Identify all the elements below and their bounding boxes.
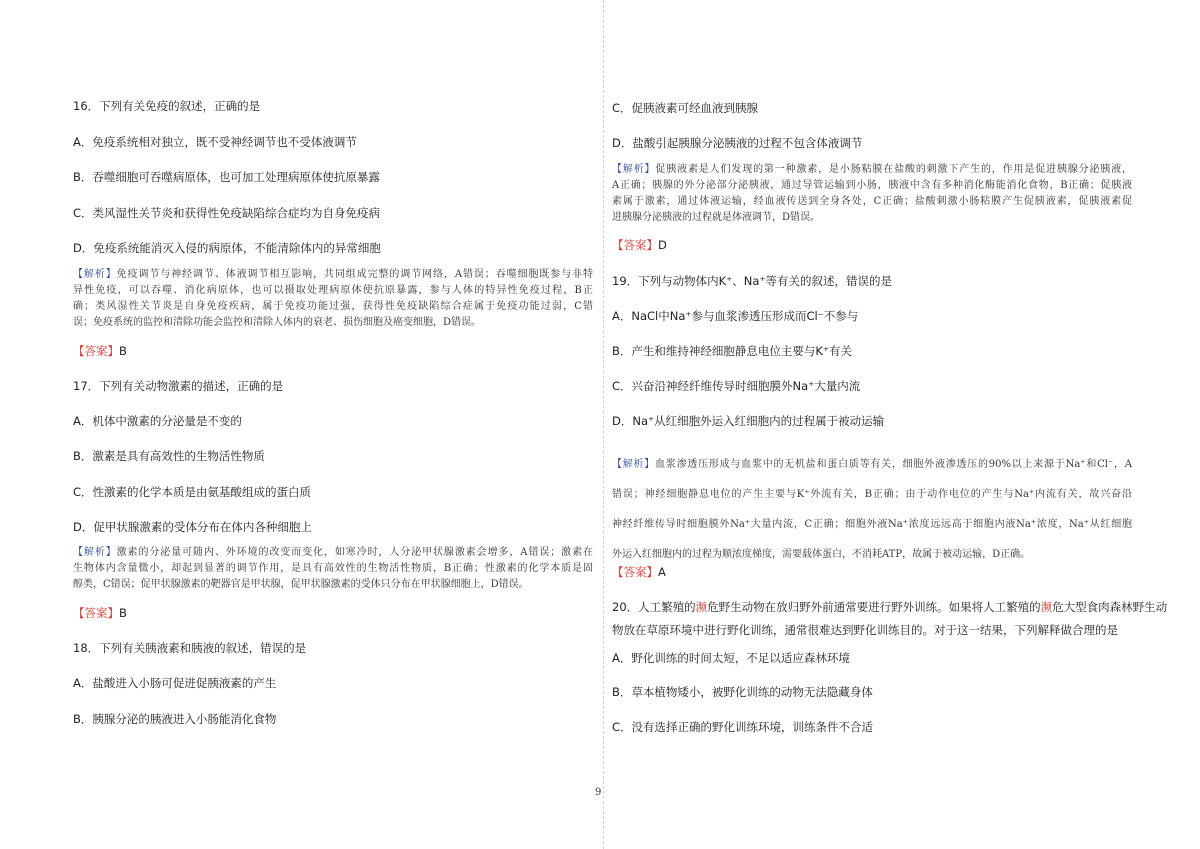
page-number: 9 [595, 787, 602, 798]
q19-option-c: C．兴奋沿神经纤维传导时细胞膜外Na⁺大量内流 [612, 379, 861, 393]
q19-explanation [612, 450, 1132, 570]
q16-explain-line-3: 确；类风湿性关节炎是自身免疫疾病，属于免疫功能过强，获得性免疫缺陷综合症属于免疫功能过弱，C错 [73, 301, 593, 312]
q20-stem-part-b: 危野生动物在放归野外前通常要进行野外训练。如果将人工繁殖的 [707, 600, 1041, 614]
q20-stem-red-char-2: 濒 [1040, 600, 1053, 614]
q20-option-a: A．野化训练的时间太短，不足以适应森林环境 [612, 651, 850, 665]
q18-option-a: A．盐酸进入小肠可促进促胰液素的产生 [73, 676, 277, 690]
q18-answer-tag: 【答案】 [612, 238, 658, 252]
q20-stem-line-2: 物放在草原环境中进行野化训练，通常很难达到野化训练目的。对于这一结果，下列解释做合理的是 [612, 623, 1118, 637]
q17-explain-line-3: 醇类，C错误；促甲状腺激素的靶器官是甲状腺，促甲状腺激素的受体只分布在甲状腺细胞上，D错误。 [73, 579, 529, 590]
q17-answer-value: B [119, 606, 127, 620]
q19-explain-tag: 【解析】 [612, 459, 656, 470]
q16-option-c: C．类风湿性关节炎和获得性免疫缺陷综合症均为自身免疫病 [73, 206, 381, 220]
q16-explain-line-1: 免疫调节与神经调节、体液调节相互影响，共同组成完整的调节网络，A错误；吞噬细胞既参与非特 [116, 269, 593, 280]
q18-stem: 18．下列有关胰液素和胰液的叙述，错误的是 [73, 641, 307, 655]
q19-explain-line-1: 血浆渗透压形成与血浆中的无机盐和蛋白质等有关，细胞外液渗透压的90%以上来源于Na⁺和Cl⁻，A [655, 459, 1132, 470]
q16-answer-tag: 【答案】 [73, 344, 119, 358]
q17-option-c: C．性激素的化学本质是由氨基酸组成的蛋白质 [73, 485, 312, 499]
q20-stem-part-c: 危大型食肉森林野生动 [1052, 600, 1168, 614]
q18-explain-line-1: 促胰液素是人们发现的第一种激素，是小肠粘膜在盐酸的刺激下产生的，作用是促进胰腺分泌胰液， [655, 164, 1133, 175]
q16-stem: 16．下列有关免疫的叙述，正确的是 [73, 99, 261, 113]
q18-explain-tag: 【解析】 [612, 164, 656, 175]
q16-explain-tag: 【解析】 [73, 269, 117, 280]
q18-explanation [612, 162, 1132, 226]
q18-option-d: D．盐酸引起胰腺分泌胰液的过程不包含体液调节 [612, 136, 863, 150]
q19-option-a: A．NaCl中Na⁺参与血浆渗透压形成而Cl⁻不参与 [612, 309, 859, 323]
q16-answer-value: B [119, 344, 127, 358]
q17-explain-line-1: 激素的分泌量可随内、外环境的改变而变化，如寒冷时，人分泌甲状腺激素会增多，A错误；激素在 [116, 547, 593, 558]
q18-option-b: B．胰腺分泌的胰液进入小肠能消化食物 [73, 712, 277, 726]
q19-answer [612, 564, 666, 580]
q16-explain-line-2: 异性免疫，可以吞噬、消化病原体，也可以摄取处理病原体使抗原暴露，参与人体的特异性免疫过程，B正 [73, 285, 593, 296]
q17-option-d: D．促甲状腺激素的受体分布在体内各种细胞上 [73, 520, 312, 534]
q18-explain-line-3: 素属于激素，通过体液运输，经血液传送到全身各处，C正确；盐酸刺激小肠粘膜产生促胰液素，促胰液素促 [612, 196, 1132, 207]
q18-explain-line-4: 进胰腺分泌胰液的过程就是体液调节，D错误。 [612, 212, 821, 223]
q20-option-c: C．没有选择正确的野化训练环境，训练条件不合适 [612, 720, 874, 734]
q19-option-d: D．Na⁺从红细胞外运入红细胞内的过程属于被动运输 [612, 414, 885, 428]
q17-answer-tag: 【答案】 [73, 606, 119, 620]
q16-answer [73, 343, 127, 359]
q16-option-b: B．吞噬细胞可吞噬病原体，也可加工处理病原体使抗原暴露 [73, 170, 380, 184]
q18-answer [612, 237, 667, 253]
q17-explanation [73, 545, 593, 593]
q19-explain-line-4: 外运入红细胞内的过程为顺浓度梯度，需要载体蛋白，不消耗ATP，故属于被动运输，D正确。 [612, 549, 1031, 560]
q16-explanation [73, 267, 593, 331]
q19-explain-line-2: 错误；神经细胞静息电位的产生主要与K⁺外流有关，B正确；由于动作电位的产生与Na⁺内流有关，故兴奋沿 [612, 489, 1132, 500]
q20-option-b: B．草本植物矮小，被野化训练的动物无法隐藏身体 [612, 685, 873, 699]
q17-answer [73, 605, 127, 621]
q17-explain-tag: 【解析】 [73, 547, 117, 558]
q20-stem-red-char-1: 濒 [695, 600, 708, 614]
q16-option-d: D．免疫系统能消灭入侵的病原体，不能清除体内的异常细胞 [73, 241, 381, 255]
q18-answer-value: D [658, 238, 667, 252]
q19-answer-tag: 【答案】 [612, 565, 658, 579]
q17-explain-line-2: 生物体内含量微小，却起到显著的调节作用，是具有高效性的生物活性物质，B正确；性激素的化学本质是固 [73, 563, 593, 574]
q18-explain-line-2: A正确；胰腺的外分泌部分泌胰液，通过导管运输到小肠，胰液中含有多种消化酶能消化食物，B正确；促胰液 [612, 180, 1132, 191]
q17-option-b: B．激素是具有高效性的生物活性物质 [73, 449, 265, 463]
q16-option-a: A．免疫系统相对独立，既不受神经调节也不受体液调节 [73, 135, 357, 149]
q17-stem: 17．下列有关动物激素的描述，正确的是 [73, 379, 284, 393]
q17-option-a: A．机体中激素的分泌量是不变的 [73, 414, 242, 428]
q19-stem: 19．下列与动物体内K⁺、Na⁺等有关的叙述，错误的是 [612, 274, 892, 288]
q16-explain-line-4: 误；免疫系统的监控和清除功能会监控和清除人体内的衰老、损伤细胞及癌变细胞，D错误。 [73, 317, 482, 328]
q18-option-c: C．促胰液素可经血液到胰腺 [612, 101, 759, 115]
column-divider [603, 0, 604, 849]
q19-answer-value: A [658, 565, 666, 579]
q20-stem-line-1 [612, 599, 1167, 615]
q20-stem-part-a: 20．人工繁殖的 [612, 600, 696, 614]
q19-explain-line-3: 神经纤维传导时细胞膜外Na⁺大量内流，C正确；细胞外液Na⁺浓度远远高于细胞内液Na⁺浓度，Na⁺从红细胞 [612, 519, 1132, 530]
q19-option-b: B．产生和维持神经细胞静息电位主要与K⁺有关 [612, 344, 852, 358]
